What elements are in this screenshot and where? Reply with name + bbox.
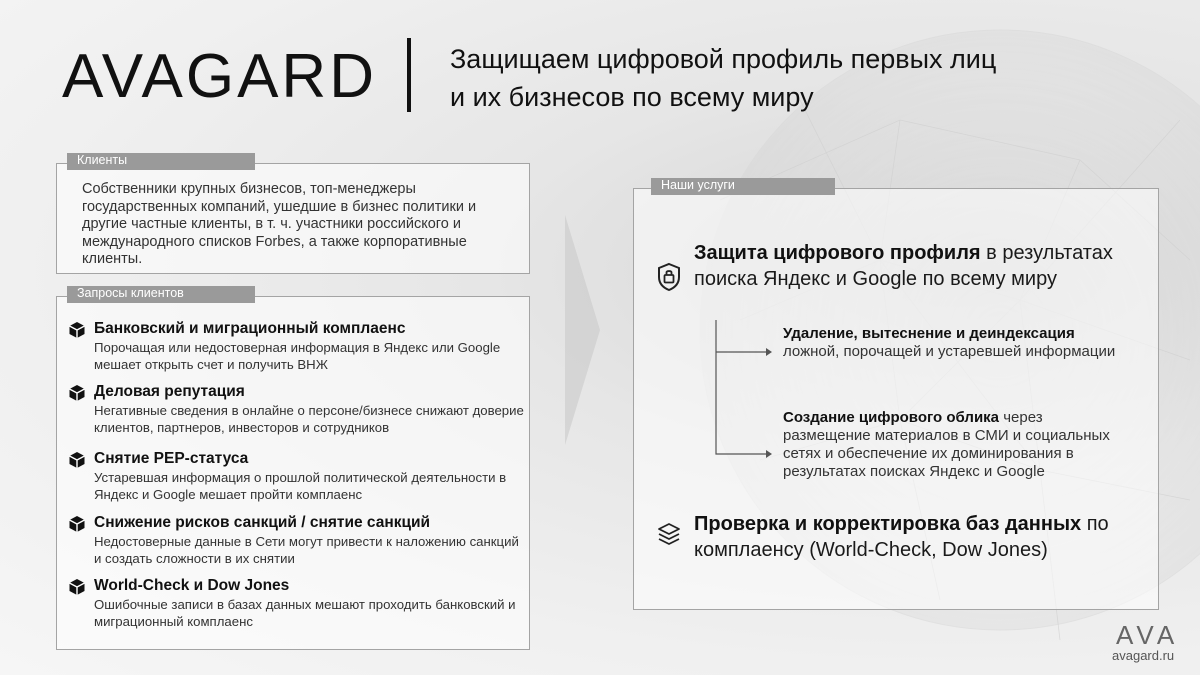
- header-divider: [407, 38, 411, 112]
- branch-connector: [700, 318, 780, 468]
- services-tag: Наши услуги: [651, 178, 835, 195]
- service-sub-text: через размещение материалов в СМИ и социальных сетях и обеспечение их доминирования в результатах поисках Яндекс и Google: [783, 409, 1110, 480]
- service-database-check: [694, 511, 1134, 563]
- service-title: Проверка и корректировка баз данных: [694, 513, 1082, 535]
- shield-lock-icon: [656, 262, 682, 292]
- clients-description: Собственники крупных бизнесов, топ-менеджеры государственных компаний, ушедшие в бизнес политики и другие частные клиенты, в т. ч. участники российского и международного списков Forbes, а также корпоративные клиенты.: [82, 181, 477, 267]
- service-text: в результатах поиска Яндекс и Google по всему миру: [694, 242, 1113, 290]
- request-title: World-Check и Dow Jones: [94, 577, 290, 594]
- service-sub-creation: [783, 409, 1123, 481]
- service-title: Защита цифрового профиля: [694, 242, 981, 264]
- service-sub-title: Удаление, вытеснение и деиндексация: [783, 325, 1075, 342]
- footer-logo: AVA: [1116, 620, 1180, 650]
- request-title: Снижение рисков санкций / снятие санкций: [94, 514, 431, 531]
- page-title: Защищаем цифровой профиль первых лиц и их бизнесов по всему миру: [450, 44, 997, 112]
- service-sub-removal: [783, 325, 1123, 361]
- request-description: Ошибочные записи в базах данных мешают проходить банковский и миграционный комплаенс: [94, 597, 516, 629]
- cube-icon: [68, 451, 86, 469]
- cube-icon: [68, 321, 86, 339]
- service-digital-profile: [694, 240, 1134, 292]
- request-description: Недостоверные данные в Сети могут привести к наложению санкций и создать сложности в их снятии: [94, 534, 519, 566]
- request-description: Негативные сведения в онлайне о персоне/бизнесе снижают доверие клиентов, партнеров, инвесторов и сотрудников: [94, 403, 524, 435]
- cube-icon: [68, 384, 86, 402]
- service-text: по комплаенсу (World-Check, Dow Jones): [694, 513, 1109, 561]
- website-link[interactable]: avagard.ru: [1112, 648, 1175, 663]
- clients-tag: Клиенты: [67, 153, 255, 170]
- request-description: Порочащая или недостоверная информация в Яндекс или Google мешает открыть счет и получить ВНЖ: [94, 340, 501, 372]
- request-title: Снятие PEP-статуса: [94, 450, 249, 467]
- cube-icon: [68, 578, 86, 596]
- cube-icon: [68, 515, 86, 533]
- brand-logo: AVAGARD: [62, 42, 377, 111]
- service-sub-title: Создание цифрового облика: [783, 409, 1000, 426]
- request-description: Устаревшая информация о прошлой политической деятельности в Яндекс и Google мешает пройти комплаенс: [94, 470, 507, 502]
- request-title: Банковский и миграционный комплаенс: [94, 320, 406, 337]
- request-title: Деловая репутация: [94, 383, 245, 400]
- service-sub-text: ложной, порочащей и устаревшей информации: [783, 343, 1116, 360]
- requests-tag: Запросы клиентов: [67, 286, 255, 303]
- layers-icon: [656, 521, 682, 547]
